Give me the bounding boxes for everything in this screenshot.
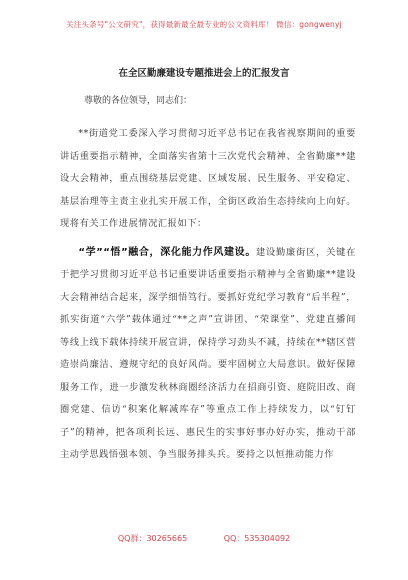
footer-note xyxy=(0,534,408,544)
salutation: 尊敬的各位领导，同志们： xyxy=(84,96,193,106)
paragraph-section-1 xyxy=(60,242,356,467)
paragraph-intro: **街道党工委深入学习贯彻习近平总书记在我省视察期间的重要讲话重要指示精神，全面落实省第十三次党代会精神、全省勤廉**建设大会精神，重点围绕基层党建、区域发展、民生服务、平安稳定、基层治理等主责主业扎实开展工作，全街区政治生态持续向上向好。现将有关工作进展情况汇报如下： xyxy=(60,128,356,229)
page-title: 在全区勤廉建设专题推进会上的汇报发言 xyxy=(118,68,290,79)
header-note: 关注头条号"公文研究"，获得最新最全最专业的公文资料库！ 微信：gongwenyj xyxy=(66,20,342,29)
document-body xyxy=(60,123,356,467)
section-1-text: 建设勤廉街区，关键在于把学习贯彻习近平总书记重要讲话重要指示精神与全省勤廉**建设大会精神结合起来，深学细悟笃行。要抓好党纪学习教育“后半程”，抓实街道“六学”载体通过“**之声”宣讲团、“荣课堂”、党建直播间等线上线下载体持续开展宣讲，保持学习劲头不减，持续在**辖区营造崇尚廉洁、遵规守纪的良好风尚。要牢固树立大局意识。做好保障服务工作，进一步激发秋林商圈经济活力在招商引资、庭院旧改、商圈党建、信访“积案化解减库存”等重点工作上持续发力，以“钉钉子”的精神，把各项利长远、惠民生的实事好事办好办实，推动干部主动学思践悟强本领、争当服务排头兵。要持之以恒推动能力作 xyxy=(60,246,357,460)
section-1-heading: “学”“悟”融合，深化能力作风建设。 xyxy=(78,246,256,258)
footer-qq-group: QQ群：30265665 xyxy=(117,534,188,543)
footer-qq: QQ：535304092 xyxy=(223,534,291,543)
